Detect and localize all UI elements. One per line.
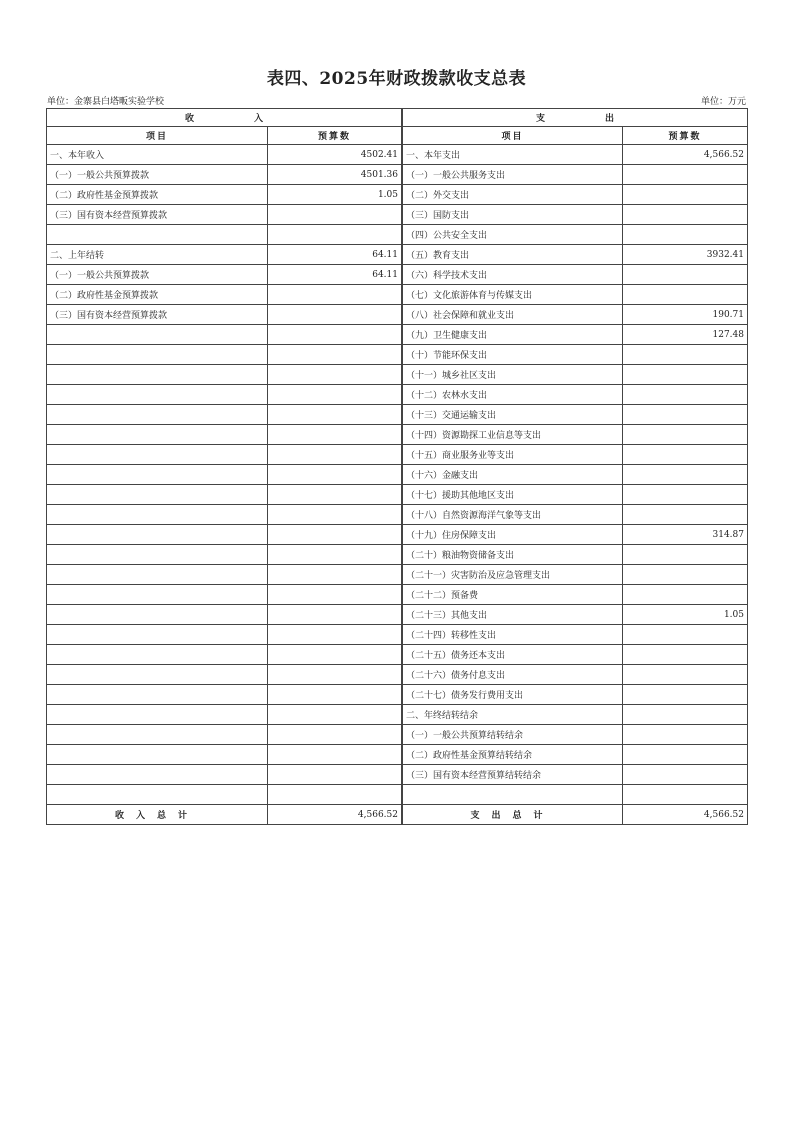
income-item-cell: （三）国有资本经营预算拨款 bbox=[47, 305, 268, 325]
table-row bbox=[47, 445, 748, 465]
expense-value-cell bbox=[623, 385, 748, 405]
expense-item-cell: （二十六）债务付息支出 bbox=[403, 665, 623, 685]
table-row bbox=[47, 725, 748, 745]
income-item-cell: 一、本年收入 bbox=[47, 145, 268, 165]
income-item-cell bbox=[47, 725, 268, 745]
expense-section-header: 支 出 bbox=[403, 109, 748, 127]
income-item-cell bbox=[47, 525, 268, 545]
income-item-cell bbox=[47, 705, 268, 725]
table-row bbox=[47, 245, 748, 265]
expense-item-cell bbox=[403, 785, 623, 805]
expense-item-cell: （十六）金融支出 bbox=[403, 465, 623, 485]
expense-value-cell bbox=[623, 765, 748, 785]
table-row bbox=[47, 545, 748, 565]
expense-item-cell: （十四）资源勘探工业信息等支出 bbox=[403, 425, 623, 445]
expense-item-cell: （十）节能环保支出 bbox=[403, 345, 623, 365]
table-row bbox=[47, 305, 748, 325]
expense-item-cell: （一）一般公共服务支出 bbox=[403, 165, 623, 185]
expense-value-cell bbox=[623, 405, 748, 425]
income-item-cell bbox=[47, 445, 268, 465]
income-item-cell: （三）国有资本经营预算拨款 bbox=[47, 205, 268, 225]
expense-value-cell bbox=[623, 725, 748, 745]
income-value-cell bbox=[268, 425, 402, 445]
table-row bbox=[47, 645, 748, 665]
income-item-cell bbox=[47, 785, 268, 805]
table-row bbox=[47, 365, 748, 385]
income-item-cell bbox=[47, 385, 268, 405]
expense-value-cell bbox=[623, 745, 748, 765]
unit-organization: 单位：金寨县白塔畈实验学校 bbox=[47, 97, 165, 107]
expense-item-cell: （七）文化旅游体育与传媒支出 bbox=[403, 285, 623, 305]
income-item-cell bbox=[47, 225, 268, 245]
income-value-cell bbox=[268, 645, 402, 665]
expense-value-cell bbox=[623, 545, 748, 565]
expense-value-cell bbox=[623, 365, 748, 385]
expense-item-cell: （九）卫生健康支出 bbox=[403, 325, 623, 345]
expense-item-cell: 一、本年支出 bbox=[403, 145, 623, 165]
income-value-cell bbox=[268, 685, 402, 705]
table-row bbox=[47, 605, 748, 625]
income-item-cell bbox=[47, 425, 268, 445]
expense-value-cell bbox=[623, 345, 748, 365]
expense-item-cell: （十三）交通运输支出 bbox=[403, 405, 623, 425]
income-value-cell bbox=[268, 505, 402, 525]
unit-currency: 单位：万元 bbox=[700, 97, 746, 107]
income-total-label: 收入总计 bbox=[47, 805, 268, 825]
income-item-cell bbox=[47, 685, 268, 705]
table-row bbox=[47, 385, 748, 405]
expense-value-cell bbox=[623, 565, 748, 585]
income-value-cell bbox=[268, 445, 402, 465]
expense-item-cell: （二十）粮油物资储备支出 bbox=[403, 545, 623, 565]
income-item-cell bbox=[47, 465, 268, 485]
income-value-cell: 64.11 bbox=[268, 245, 402, 265]
expense-value-cell bbox=[623, 225, 748, 245]
income-value-cell bbox=[268, 465, 402, 485]
expense-item-cell: （一）一般公共预算结转结余 bbox=[403, 725, 623, 745]
expense-item-header: 项目 bbox=[403, 127, 623, 145]
income-value-cell bbox=[268, 545, 402, 565]
table-row bbox=[47, 765, 748, 785]
table-row bbox=[47, 565, 748, 585]
expense-item-cell: （十九）住房保障支出 bbox=[403, 525, 623, 545]
table-row bbox=[47, 185, 748, 205]
table-row bbox=[47, 485, 748, 505]
expense-value-cell: 4,566.52 bbox=[623, 145, 748, 165]
income-value-cell bbox=[268, 525, 402, 545]
expense-item-cell: （五）教育支出 bbox=[403, 245, 623, 265]
expense-item-cell: （十一）城乡社区支出 bbox=[403, 365, 623, 385]
table-row bbox=[47, 665, 748, 685]
income-item-cell bbox=[47, 665, 268, 685]
table-row bbox=[47, 505, 748, 525]
income-item-cell bbox=[47, 485, 268, 505]
table-row bbox=[47, 345, 748, 365]
income-item-cell bbox=[47, 405, 268, 425]
table-row bbox=[47, 405, 748, 425]
expense-item-cell: （二十五）债务还本支出 bbox=[403, 645, 623, 665]
income-value-cell bbox=[268, 605, 402, 625]
income-value-cell bbox=[268, 325, 402, 345]
table-row bbox=[47, 325, 748, 345]
income-value-cell bbox=[268, 625, 402, 645]
expense-value-cell bbox=[623, 705, 748, 725]
table-row bbox=[47, 165, 748, 185]
expense-item-cell: （二十三）其他支出 bbox=[403, 605, 623, 625]
table-row bbox=[47, 745, 748, 765]
income-item-cell bbox=[47, 365, 268, 385]
expense-total-value: 4,566.52 bbox=[623, 805, 748, 825]
income-item-cell bbox=[47, 625, 268, 645]
expense-value-cell bbox=[623, 785, 748, 805]
expense-budget-header: 预算数 bbox=[623, 127, 748, 145]
table-row bbox=[47, 425, 748, 445]
income-item-cell: （二）政府性基金预算拨款 bbox=[47, 285, 268, 305]
income-total-value: 4,566.52 bbox=[268, 805, 402, 825]
income-value-cell bbox=[268, 665, 402, 685]
table-row bbox=[47, 625, 748, 645]
expense-value-cell bbox=[623, 665, 748, 685]
page-title: 表四、2025年财政拨款收支总表 bbox=[266, 69, 527, 89]
expense-value-cell bbox=[623, 205, 748, 225]
expense-value-cell bbox=[623, 425, 748, 445]
expense-item-cell: （十五）商业服务业等支出 bbox=[403, 445, 623, 465]
income-value-cell bbox=[268, 405, 402, 425]
table-row bbox=[47, 285, 748, 305]
income-item-cell: （一）一般公共预算拨款 bbox=[47, 265, 268, 285]
expense-value-cell: 127.48 bbox=[623, 325, 748, 345]
income-section-header: 收 入 bbox=[47, 109, 402, 127]
table-row bbox=[47, 685, 748, 705]
expense-item-cell: （十二）农林水支出 bbox=[403, 385, 623, 405]
income-item-cell bbox=[47, 745, 268, 765]
income-value-cell bbox=[268, 745, 402, 765]
expense-item-cell: （十七）援助其他地区支出 bbox=[403, 485, 623, 505]
expense-value-cell bbox=[623, 285, 748, 305]
expense-value-cell bbox=[623, 585, 748, 605]
income-value-cell bbox=[268, 565, 402, 585]
income-value-cell bbox=[268, 585, 402, 605]
expense-item-cell: （二十二）预备费 bbox=[403, 585, 623, 605]
income-item-header: 项目 bbox=[47, 127, 268, 145]
income-value-cell bbox=[268, 365, 402, 385]
expense-value-cell: 1.05 bbox=[623, 605, 748, 625]
expense-value-cell: 314.87 bbox=[623, 525, 748, 545]
table-row bbox=[47, 585, 748, 605]
totals-row bbox=[47, 805, 748, 825]
expense-item-cell: （三）国有资本经营预算结转结余 bbox=[403, 765, 623, 785]
expense-value-cell bbox=[623, 645, 748, 665]
income-value-cell bbox=[268, 285, 402, 305]
expense-item-cell: （六）科学技术支出 bbox=[403, 265, 623, 285]
section-header-row bbox=[47, 109, 748, 127]
expense-item-cell: （二）外交支出 bbox=[403, 185, 623, 205]
income-value-cell bbox=[268, 225, 402, 245]
table-row bbox=[47, 145, 748, 165]
income-value-cell: 4502.41 bbox=[268, 145, 402, 165]
income-item-cell: （二）政府性基金预算拨款 bbox=[47, 185, 268, 205]
income-value-cell bbox=[268, 205, 402, 225]
expense-item-cell: （二十七）债务发行费用支出 bbox=[403, 685, 623, 705]
income-value-cell bbox=[268, 305, 402, 325]
expense-item-cell: 二、年终结转结余 bbox=[403, 705, 623, 725]
expense-item-cell: （二十四）转移性支出 bbox=[403, 625, 623, 645]
expense-item-cell: （二）政府性基金预算结转结余 bbox=[403, 745, 623, 765]
table-row bbox=[47, 205, 748, 225]
income-budget-header: 预算数 bbox=[268, 127, 402, 145]
expense-value-cell bbox=[623, 165, 748, 185]
income-value-cell bbox=[268, 785, 402, 805]
expense-item-cell: （八）社会保障和就业支出 bbox=[403, 305, 623, 325]
table-row bbox=[47, 225, 748, 245]
income-item-cell bbox=[47, 505, 268, 525]
income-item-cell bbox=[47, 765, 268, 785]
table-row bbox=[47, 525, 748, 545]
expense-value-cell: 190.71 bbox=[623, 305, 748, 325]
income-value-cell bbox=[268, 345, 402, 365]
column-header-row bbox=[47, 127, 748, 145]
income-item-cell bbox=[47, 325, 268, 345]
income-value-cell: 4501.36 bbox=[268, 165, 402, 185]
expense-value-cell bbox=[623, 445, 748, 465]
income-value-cell: 64.11 bbox=[268, 265, 402, 285]
income-item-cell bbox=[47, 645, 268, 665]
expense-item-cell: （二十一）灾害防治及应急管理支出 bbox=[403, 565, 623, 585]
expense-item-cell: （四）公共安全支出 bbox=[403, 225, 623, 245]
income-item-cell bbox=[47, 345, 268, 365]
income-item-cell: （一）一般公共预算拨款 bbox=[47, 165, 268, 185]
income-item-cell bbox=[47, 605, 268, 625]
income-value-cell bbox=[268, 705, 402, 725]
expense-total-label: 支出总计 bbox=[403, 805, 623, 825]
table-row bbox=[47, 465, 748, 485]
expense-value-cell bbox=[623, 685, 748, 705]
table-row bbox=[47, 265, 748, 285]
expense-item-cell: （三）国防支出 bbox=[403, 205, 623, 225]
income-value-cell bbox=[268, 485, 402, 505]
income-item-cell bbox=[47, 585, 268, 605]
expense-value-cell bbox=[623, 625, 748, 645]
income-value-cell bbox=[268, 765, 402, 785]
income-value-cell bbox=[268, 385, 402, 405]
income-value-cell: 1.05 bbox=[268, 185, 402, 205]
table-row bbox=[47, 705, 748, 725]
income-value-cell bbox=[268, 725, 402, 745]
expense-item-cell: （十八）自然资源海洋气象等支出 bbox=[403, 505, 623, 525]
expense-value-cell bbox=[623, 505, 748, 525]
table-row bbox=[47, 785, 748, 805]
income-item-cell bbox=[47, 545, 268, 565]
income-item-cell bbox=[47, 565, 268, 585]
expense-value-cell bbox=[623, 185, 748, 205]
expense-value-cell bbox=[623, 485, 748, 505]
income-item-cell: 二、上年结转 bbox=[47, 245, 268, 265]
expense-value-cell: 3932.41 bbox=[623, 245, 748, 265]
expense-value-cell bbox=[623, 465, 748, 485]
expense-value-cell bbox=[623, 265, 748, 285]
budget-table bbox=[46, 108, 748, 825]
